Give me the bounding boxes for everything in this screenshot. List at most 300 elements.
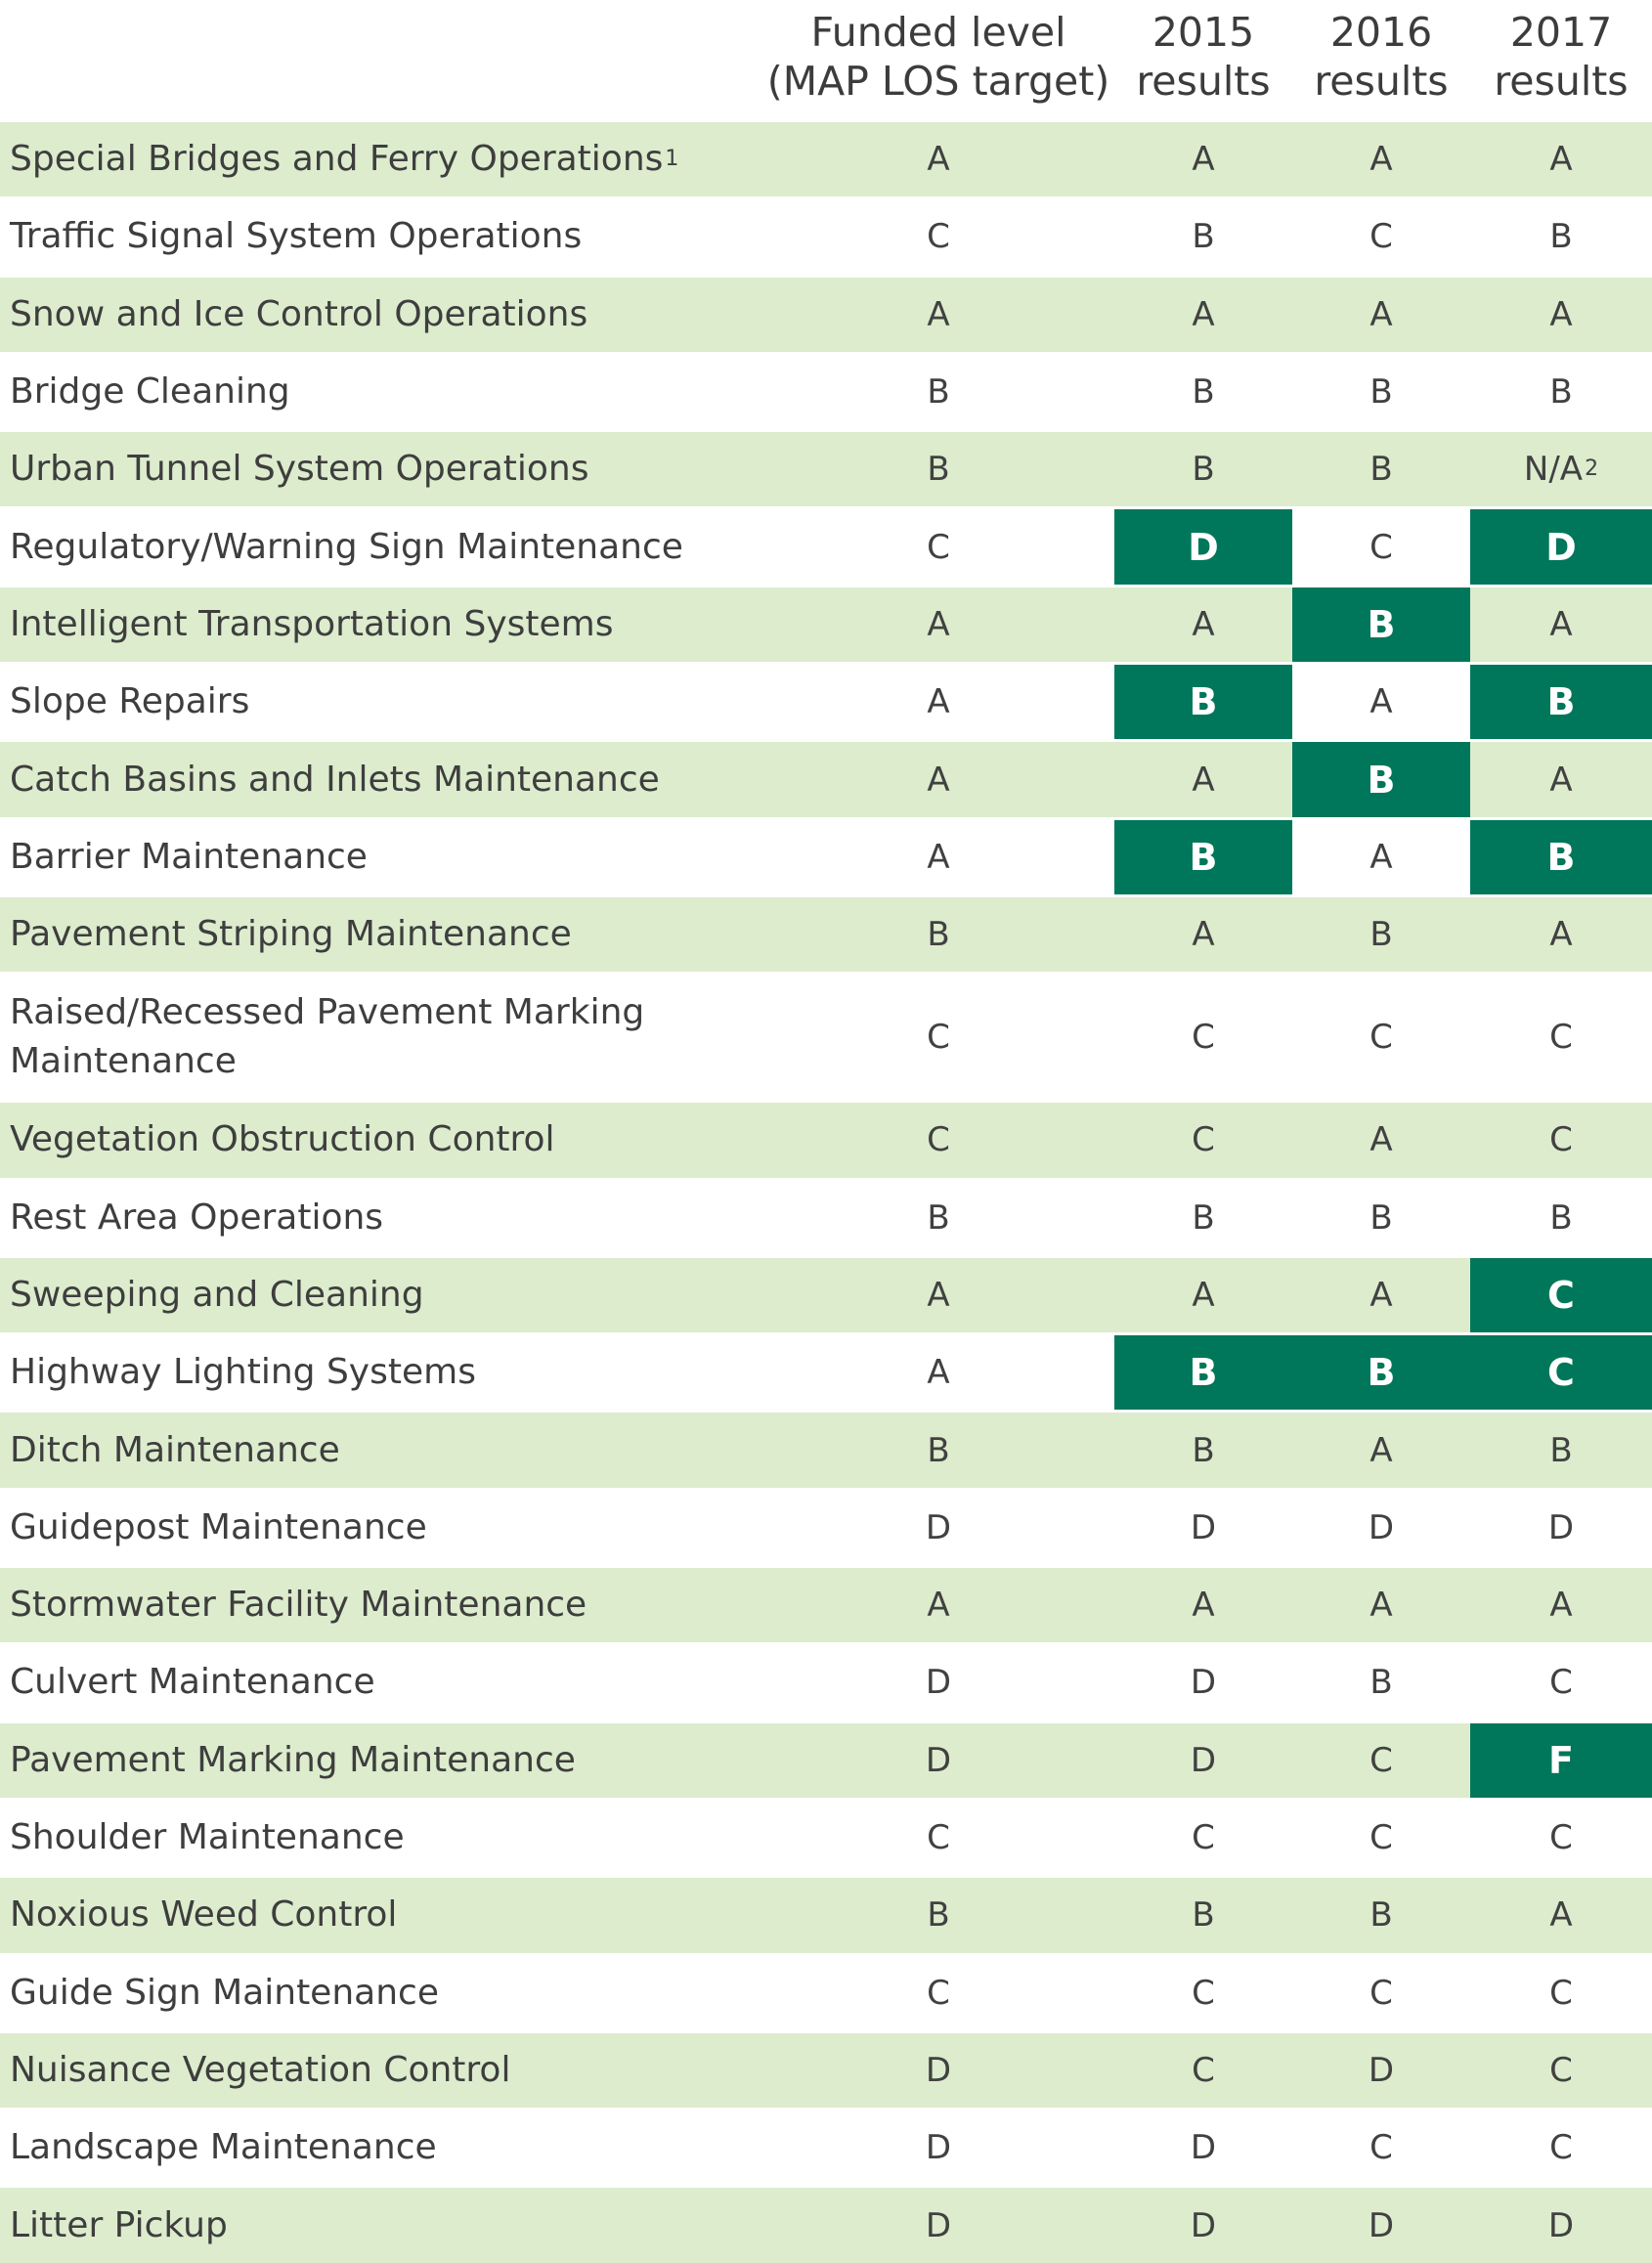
grade-value: B (1189, 835, 1218, 879)
cell-2017 (1470, 1645, 1652, 1719)
grade-value: C (927, 1818, 950, 1858)
grade-value: A (927, 1276, 950, 1315)
cell-2015 (1114, 1413, 1292, 1487)
table-row (0, 1565, 1652, 1642)
cell-funded-level (762, 665, 1114, 739)
row-label (10, 1413, 753, 1487)
cell-funded-level (762, 742, 1114, 816)
cell-funded-level (762, 278, 1114, 352)
cell-2016-highlighted (1292, 588, 1470, 662)
grade-value: A (927, 682, 950, 722)
row-label-text: Pavement Marking Maintenance (10, 1739, 576, 1780)
cell-funded-level (762, 1258, 1114, 1332)
cell-2017 (1470, 199, 1652, 274)
header-funded-level: Funded level (MAP LOS target) (766, 9, 1110, 105)
cell-2015 (1114, 897, 1292, 972)
grade-value: C (927, 1120, 950, 1160)
cell-2017 (1470, 1878, 1652, 1952)
cell-2015 (1114, 1878, 1292, 1952)
grade-value: A (1549, 760, 1573, 800)
cell-funded-level (762, 897, 1114, 972)
grade-value: C (1192, 2050, 1215, 2090)
grade-value: A (1549, 1895, 1573, 1936)
cell-2016 (1292, 2111, 1470, 2185)
row-label-text: Barrier Maintenance (10, 836, 368, 877)
row-label (10, 199, 753, 274)
grade-value: F (1548, 1738, 1574, 1782)
grade-value: C (1369, 1740, 1393, 1780)
row-label-text: Pavement Striping Maintenance (10, 914, 572, 955)
row-label-text: Guidepost Maintenance (10, 1506, 427, 1547)
grade-value: B (1549, 1430, 1573, 1470)
table-row (0, 1953, 1652, 2030)
cell-2017 (1470, 588, 1652, 662)
grade-value: B (1189, 680, 1218, 724)
row-label (10, 1103, 753, 1177)
grade-value: B (1192, 217, 1215, 257)
grade-value: C (1547, 1274, 1575, 1317)
cell-2017 (1470, 1181, 1652, 1255)
grade-value: D (1190, 2128, 1217, 2168)
grade-value: A (1192, 760, 1215, 800)
cell-2017-highlighted (1470, 1258, 1652, 1332)
grade-value: B (1369, 915, 1393, 955)
table-row (0, 1488, 1652, 1565)
cell-2016 (1292, 2033, 1470, 2108)
cell-funded-level (762, 199, 1114, 274)
grade-value: A (1192, 1276, 1215, 1315)
grade-value: A (927, 1586, 950, 1626)
cell-2016-highlighted (1292, 742, 1470, 816)
cell-2015 (1114, 1491, 1292, 1565)
row-label-text: Bridge Cleaning (10, 371, 290, 413)
grade-value: A (1549, 1586, 1573, 1626)
cell-2015 (1114, 1956, 1292, 2030)
grade-value: N/A (1523, 450, 1584, 490)
grade-value: A (1549, 294, 1573, 334)
row-label-text: Regulatory/Warning Sign Maintenance (10, 526, 683, 567)
cell-2016 (1292, 1801, 1470, 1875)
cell-2017-highlighted (1470, 1335, 1652, 1410)
grade-value: D (925, 1740, 952, 1780)
grade-value: C (1192, 1973, 1215, 2013)
table-row (0, 739, 1652, 816)
cell-funded-level (762, 2033, 1114, 2108)
row-label (10, 665, 753, 739)
row-label-text: Sweeping and Cleaning (10, 1275, 424, 1315)
grade-value: D (1368, 1507, 1395, 1547)
grade-value: B (1192, 450, 1215, 490)
cell-2015 (1114, 2111, 1292, 2185)
cell-2017 (1470, 897, 1652, 972)
row-label-text: Culvert Maintenance (10, 1662, 375, 1703)
grade-value: A (1192, 1586, 1215, 1626)
row-label-text: Stormwater Facility Maintenance (10, 1585, 587, 1626)
cell-2016 (1292, 820, 1470, 894)
grade-value: C (927, 217, 950, 257)
grade-value: B (1369, 1895, 1393, 1936)
cell-2017: N/A 2 (1523, 450, 1599, 490)
cell-2016 (1292, 432, 1470, 506)
cell-2016 (1292, 2188, 1470, 2262)
row-label-text: Snow and Ice Control Operations (10, 293, 588, 334)
cell-funded-level (762, 432, 1114, 506)
grade-value: D (1190, 1663, 1217, 1703)
grade-value: B (927, 372, 950, 413)
cell-funded-level (762, 1878, 1114, 1952)
cell-2015-highlighted (1114, 665, 1292, 739)
grade-value: C (927, 1973, 950, 2013)
grade-value: D (925, 1663, 952, 1703)
grade-value: A (1192, 140, 1215, 180)
cell-2015 (1114, 1645, 1292, 1719)
cell-2015 (1114, 1801, 1292, 1875)
grade-value: A (1369, 140, 1393, 180)
table-row (0, 1875, 1652, 1952)
grade-value: B (927, 915, 950, 955)
row-label-text: Raised/Recessed Pavement Marking Maintenance (10, 992, 645, 1082)
grade-value: C (1549, 1818, 1573, 1858)
grade-value: C (1547, 1351, 1575, 1395)
cell-funded-level (762, 1568, 1114, 1642)
grade-value: D (925, 2050, 952, 2090)
row-label (10, 2188, 753, 2262)
row-label-text: Catch Basins and Inlets Maintenance (10, 759, 660, 800)
cell-funded-level (762, 1956, 1114, 2030)
grade-value: C (1549, 2050, 1573, 2090)
grade-value: A (927, 1353, 950, 1393)
cell-2015-highlighted (1114, 820, 1292, 894)
row-label-text: Special Bridges and Ferry Operations (10, 139, 664, 180)
table-row (0, 662, 1652, 739)
cell-2016 (1292, 1103, 1470, 1177)
cell-2016 (1292, 1723, 1470, 1798)
cell-funded-level (762, 2188, 1114, 2262)
cell-2016 (1292, 665, 1470, 739)
table-row (0, 275, 1652, 352)
grade-value: C (1192, 1120, 1215, 1160)
row-label (10, 355, 753, 429)
grade-value: C (1549, 1120, 1573, 1160)
grade-value: C (1549, 1018, 1573, 1058)
row-label (10, 975, 753, 1100)
grade-value: B (1192, 1197, 1215, 1238)
cell-2015 (1114, 1723, 1292, 1798)
cell-2017 (1470, 278, 1652, 352)
cell-2016 (1292, 1181, 1470, 1255)
cell-2016 (1292, 1258, 1470, 1332)
cell-2017 (1470, 1103, 1652, 1177)
header-2017-results: 2017 results (1494, 9, 1629, 105)
grade-value: C (1369, 1818, 1393, 1858)
row-label (10, 1645, 753, 1719)
cell-2016 (1292, 1645, 1470, 1719)
grade-value: B (1367, 602, 1396, 646)
grade-value: B (1369, 1663, 1393, 1703)
cell-2015 (1114, 355, 1292, 429)
cell-2016 (1292, 122, 1470, 196)
table-header (0, 0, 1652, 119)
cell-2016 (1292, 1413, 1470, 1487)
row-label-text: Slope Repairs (10, 681, 250, 722)
cell-2017-highlighted (1470, 665, 1652, 739)
grade-value: D (1545, 525, 1577, 569)
cell-funded-level (762, 820, 1114, 894)
grade-value: C (1192, 1018, 1215, 1058)
grade-value: A (927, 760, 950, 800)
cell-2017 (1470, 2188, 1652, 2262)
table-row (0, 1332, 1652, 1410)
row-label-text: Urban Tunnel System Operations (10, 449, 589, 490)
grade-value: A (1369, 682, 1393, 722)
grade-value: B (927, 1430, 950, 1470)
grade-value: B (1546, 680, 1576, 724)
row-label-text: Vegetation Obstruction Control (10, 1119, 555, 1160)
row-label (10, 2111, 753, 2185)
cell-funded-level (762, 1645, 1114, 1719)
cell-funded-level (762, 122, 1114, 196)
row-label-text: Landscape Maintenance (10, 2127, 437, 2168)
grade-value: A (1369, 1276, 1393, 1315)
grade-value: C (927, 1018, 950, 1058)
row-label (10, 742, 753, 816)
row-label (10, 278, 753, 352)
cell-2015 (1114, 278, 1292, 352)
grade-value: A (1369, 1120, 1393, 1160)
row-label (10, 588, 753, 662)
cell-funded-level (762, 2111, 1114, 2185)
row-label-text: Highway Lighting Systems (10, 1352, 476, 1393)
grade-value: B (1549, 1197, 1573, 1238)
grade-value: D (1547, 2205, 1575, 2245)
row-label (10, 1568, 753, 1642)
cell-2015 (1114, 432, 1292, 506)
cell-2015 (1114, 1258, 1292, 1332)
cell-2015 (1114, 2188, 1292, 2262)
cell-funded-level (762, 1491, 1114, 1565)
cell-funded-level (762, 355, 1114, 429)
grade-value: A (1192, 604, 1215, 644)
grade-value: D (925, 1507, 952, 1547)
grade-value: D (1190, 2205, 1217, 2245)
cell-2015 (1114, 2033, 1292, 2108)
grade-value: B (1367, 1351, 1396, 1395)
grade-value: A (927, 604, 950, 644)
results-table (0, 119, 1652, 2263)
cell-2017 (1470, 2111, 1652, 2185)
cell-2015 (1114, 1181, 1292, 1255)
grade-value: A (1369, 837, 1393, 877)
grade-value: B (1549, 372, 1573, 413)
grade-value: B (1369, 450, 1393, 490)
grade-value: C (1549, 2128, 1573, 2168)
cell-funded-level (762, 1413, 1114, 1487)
grade-value: A (927, 837, 950, 877)
cell-2017 (1470, 1568, 1652, 1642)
grade-value: B (927, 450, 950, 490)
cell-2016 (1292, 1956, 1470, 2030)
grade-value: A (1192, 294, 1215, 334)
cell-2016 (1292, 897, 1470, 972)
grade-value: D (925, 2205, 952, 2245)
header-2016-results: 2016 results (1314, 9, 1449, 105)
table-row (0, 1100, 1652, 1177)
row-label (10, 1335, 753, 1410)
grade-value: C (1369, 1973, 1393, 2013)
row-label (10, 1801, 753, 1875)
grade-value: D (1547, 1507, 1575, 1547)
cell-2015 (1114, 1568, 1292, 1642)
cell-2015 (1114, 199, 1292, 274)
cell-2016 (1292, 1568, 1470, 1642)
cell-funded-level (762, 1723, 1114, 1798)
row-label-text: Noxious Weed Control (10, 1894, 398, 1936)
grade-value: B (927, 1197, 950, 1238)
table-row (0, 506, 1652, 584)
cell-2017 (1470, 1956, 1652, 2030)
grade-value: B (1369, 1197, 1393, 1238)
cell-2016 (1292, 278, 1470, 352)
cell-2017 (1470, 1491, 1652, 1565)
cell-2015-highlighted (1114, 509, 1292, 584)
table-row (0, 894, 1652, 972)
table-row (0, 1720, 1652, 1798)
table-row (0, 1798, 1652, 1875)
row-label-text: Ditch Maintenance (10, 1429, 340, 1470)
header-2015-results: 2015 results (1136, 9, 1271, 105)
row-label-text: Rest Area Operations (10, 1197, 384, 1238)
row-label (10, 1258, 753, 1332)
cell-funded-level (762, 1801, 1114, 1875)
row-label-text: Litter Pickup (10, 2204, 228, 2245)
table-row (0, 352, 1652, 429)
table-row (0, 429, 1652, 506)
cell-2017 (1470, 742, 1652, 816)
row-label (10, 1723, 753, 1798)
table-row (0, 972, 1652, 1100)
cell-2015 (1114, 742, 1292, 816)
cell-2015 (1114, 1103, 1292, 1177)
cell-2016 (1292, 509, 1470, 584)
grade-value: C (1549, 1973, 1573, 2013)
cell-2016 (1292, 199, 1470, 274)
grade-value: B (1192, 372, 1215, 413)
grade-value: D (1190, 1507, 1217, 1547)
row-label (10, 509, 753, 584)
grade-value: A (1549, 604, 1573, 644)
table-row (0, 119, 1652, 196)
row-label (10, 1878, 753, 1952)
grade-value: D (1368, 2050, 1395, 2090)
grade-value: C (1369, 527, 1393, 567)
grade-value: D (925, 2128, 952, 2168)
grade-value: B (1367, 758, 1396, 802)
cell-funded-level (762, 1335, 1114, 1410)
row-label (10, 820, 753, 894)
grade-value: B (1192, 1430, 1215, 1470)
table-row (0, 196, 1652, 274)
table-row (0, 1410, 1652, 1487)
grade-value: A (1369, 294, 1393, 334)
row-label-text: Traffic Signal System Operations (10, 216, 583, 257)
grade-value: C (1549, 1663, 1573, 1703)
table-row (0, 1178, 1652, 1255)
grade-value: A (927, 294, 950, 334)
cell-funded-level (762, 1181, 1114, 1255)
cell-2015-highlighted (1114, 1335, 1292, 1410)
grade-value: A (1369, 1586, 1393, 1626)
grade-value: B (1192, 1895, 1215, 1936)
cell-funded-level (762, 509, 1114, 584)
grade-value: B (1189, 1351, 1218, 1395)
grade-value: D (1190, 1740, 1217, 1780)
grade-value: A (1369, 1430, 1393, 1470)
grade-value: D (1368, 2205, 1395, 2245)
cell-2017 (1470, 122, 1652, 196)
cell-2017 (1470, 2033, 1652, 2108)
table-row (0, 1642, 1652, 1719)
table-row (0, 817, 1652, 894)
grade-value: C (927, 527, 950, 567)
cell-2017 (1470, 975, 1652, 1100)
cell-2015 (1114, 122, 1292, 196)
row-label: Special Bridges and Ferry Operations 1 (10, 122, 753, 196)
cell-2016 (1292, 355, 1470, 429)
table-row (0, 2185, 1652, 2262)
cell-funded-level (762, 1103, 1114, 1177)
row-label-text: Nuisance Vegetation Control (10, 2049, 511, 2090)
cell-2016-highlighted (1292, 1335, 1470, 1410)
grade-value: B (1546, 835, 1576, 879)
cell-2017-highlighted (1470, 820, 1652, 894)
cell-2016 (1292, 1491, 1470, 1565)
cell-2015 (1114, 975, 1292, 1100)
grade-value: A (1549, 140, 1573, 180)
row-label (10, 1956, 753, 2030)
cell-2016 (1292, 975, 1470, 1100)
grade-value: C (1369, 1018, 1393, 1058)
row-label (10, 897, 753, 972)
cell-2017 (1470, 1413, 1652, 1487)
cell-2017-highlighted (1470, 509, 1652, 584)
cell-2017-highlighted (1470, 1723, 1652, 1798)
row-label (10, 1181, 753, 1255)
grade-value: C (1192, 1818, 1215, 1858)
grade-value: C (1369, 217, 1393, 257)
grade-value: B (927, 1895, 950, 1936)
row-label-text: Guide Sign Maintenance (10, 1972, 439, 2013)
grade-value: A (1549, 915, 1573, 955)
row-label (10, 1491, 753, 1565)
grade-value: D (1188, 525, 1219, 569)
cell-2017 (1470, 1801, 1652, 1875)
row-label-text: Shoulder Maintenance (10, 1817, 405, 1858)
cell-funded-level (762, 588, 1114, 662)
grade-value: A (1192, 915, 1215, 955)
grade-value: B (1549, 217, 1573, 257)
table-row (0, 1255, 1652, 1332)
grade-value: C (1369, 2128, 1393, 2168)
table-row (0, 585, 1652, 662)
row-label (10, 432, 753, 506)
cell-2015 (1114, 588, 1292, 662)
grade-value: B (1369, 372, 1393, 413)
row-label (10, 2033, 753, 2108)
table-row (0, 2108, 1652, 2185)
grade-value: A (927, 140, 950, 180)
row-label-text: Intelligent Transportation Systems (10, 603, 614, 644)
cell-2017 (1470, 355, 1652, 429)
